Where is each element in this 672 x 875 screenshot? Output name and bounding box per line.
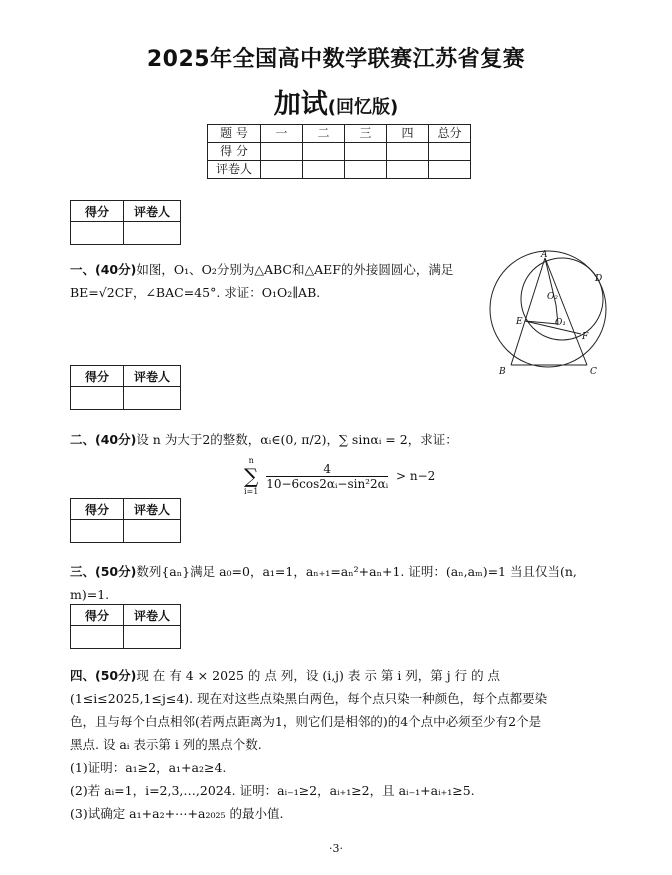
grader-score-cell bbox=[71, 222, 124, 245]
grader-name-cell bbox=[124, 626, 181, 649]
problem-text: m)=1. bbox=[70, 587, 110, 602]
label-o1: O₁ bbox=[555, 318, 566, 328]
table-header-cell: 四 bbox=[387, 125, 429, 143]
grader-name-cell bbox=[124, 387, 181, 410]
label-c: C bbox=[590, 367, 597, 377]
table-cell bbox=[387, 143, 429, 161]
label-b: B bbox=[499, 367, 506, 377]
grader-score-label: 得分 bbox=[71, 366, 124, 387]
problem-text: (1≤i≤2025,1≤j≤4). 现在对这些点染黑白两色，每个点只染一种颜色，每个点都要染 bbox=[70, 691, 548, 706]
problem-part-2: (2)若 aᵢ=1，i=2,3,…,2024. 证明：aᵢ₋₁≥2，aᵢ₊₁≥2，且 aᵢ₋₁+aᵢ₊₁≥5. bbox=[70, 783, 475, 798]
table-row-label: 评卷人 bbox=[208, 161, 261, 179]
label-f: F bbox=[582, 332, 589, 342]
problem-text: 如图，O₁、O₂分别为△ABC和△AEF的外接圆圆心，满足 bbox=[136, 262, 454, 277]
segment-ab bbox=[511, 258, 545, 365]
grader-box bbox=[70, 604, 181, 649]
segment-ac bbox=[545, 258, 587, 365]
problem-text: 设 n 为大于2的整数，αᵢ∈(0, π/2)，∑ sinαᵢ = 2，求证： bbox=[136, 432, 458, 447]
sum-upper-limit: n bbox=[248, 456, 254, 465]
table-header-cell: 一 bbox=[261, 125, 303, 143]
table-header-cell: 二 bbox=[303, 125, 345, 143]
problem-2-formula bbox=[244, 455, 435, 497]
problem-label: 三、(50分) bbox=[70, 564, 137, 579]
problem-text: 黑点. 设 aᵢ 表示第 i 列的黑点个数. bbox=[70, 737, 262, 752]
label-o2: O₂ bbox=[547, 292, 558, 302]
table-cell bbox=[429, 161, 471, 179]
sum-sign: ∑ bbox=[244, 464, 259, 488]
grader-name-label: 评卷人 bbox=[124, 366, 181, 387]
table-cell bbox=[303, 161, 345, 179]
grader-score-cell bbox=[71, 520, 124, 543]
problem-label: 一、(40分) bbox=[70, 262, 137, 277]
table-cell bbox=[303, 143, 345, 161]
score-table-row bbox=[208, 161, 471, 179]
table-header-cell: 总分 bbox=[429, 125, 471, 143]
page-title: 2025年全国高中数学联赛江苏省复赛 bbox=[146, 47, 526, 72]
grader-score-label: 得分 bbox=[71, 605, 124, 626]
score-table-row bbox=[208, 143, 471, 161]
fraction-numerator: 4 bbox=[266, 462, 388, 477]
grader-name-cell bbox=[124, 222, 181, 245]
inequality-rhs: > n−2 bbox=[395, 469, 436, 483]
page-subtitle bbox=[0, 82, 672, 121]
grader-name-label: 评卷人 bbox=[124, 201, 181, 222]
problem-label: 二、(40分) bbox=[70, 432, 137, 447]
label-a: A bbox=[541, 250, 548, 260]
page-number: ·3· bbox=[329, 842, 343, 855]
problem-3 bbox=[70, 560, 605, 606]
score-table-header-row bbox=[208, 125, 471, 143]
problem-text: 数列{aₙ}满足 a₀=0，a₁=1，aₙ₊₁=aₙ²+aₙ+1. 证明：(aₙ,aₘ)=1 当且仅当(n, bbox=[136, 564, 577, 579]
table-cell bbox=[387, 161, 429, 179]
problem-label: 四、(50分) bbox=[70, 668, 137, 683]
grader-score-label: 得分 bbox=[71, 499, 124, 520]
sum-lower-limit: i=1 bbox=[244, 487, 259, 496]
grader-score-cell bbox=[71, 387, 124, 410]
geometry-figure bbox=[484, 250, 612, 380]
table-cell bbox=[261, 143, 303, 161]
problem-text: 色，且与每个白点相邻(若两点距离为1，则它们是相邻的)的4个点中必须至少有2个是 bbox=[70, 714, 542, 729]
grader-score-label: 得分 bbox=[71, 201, 124, 222]
problem-text: 现 在 有 4 × 2025 的 点 列，设 (i,j) 表 示 第 i 列，第 j 行 的 点 bbox=[136, 668, 501, 683]
table-row-label: 得 分 bbox=[208, 143, 261, 161]
problem-4 bbox=[70, 664, 605, 825]
grader-box bbox=[70, 498, 181, 543]
problem-1 bbox=[70, 258, 488, 304]
subtitle-note: (回忆版) bbox=[327, 97, 399, 118]
problem-text: BE=√2CF，∠BAC=45°. 求证：O₁O₂∥AB. bbox=[70, 285, 321, 300]
table-header-cell: 题 号 bbox=[208, 125, 261, 143]
problem-part-3: (3)试确定 a₁+a₂+⋯+a₂₀₂₅ 的最小值. bbox=[70, 806, 284, 821]
problem-part-1: (1)证明：a₁≥2，a₁+a₂≥4. bbox=[70, 760, 227, 775]
table-cell bbox=[429, 143, 471, 161]
label-e: E bbox=[516, 317, 523, 327]
fraction-denominator: 10−6cos2αᵢ−sin²2αᵢ bbox=[266, 476, 389, 491]
grader-name-label: 评卷人 bbox=[124, 605, 181, 626]
grader-box bbox=[70, 200, 181, 245]
table-cell bbox=[345, 143, 387, 161]
grader-name-label: 评卷人 bbox=[124, 499, 181, 520]
grader-name-cell bbox=[124, 520, 181, 543]
subtitle-main: 加试 bbox=[273, 89, 328, 120]
grader-score-cell bbox=[71, 626, 124, 649]
table-cell bbox=[261, 161, 303, 179]
table-cell bbox=[345, 161, 387, 179]
score-table bbox=[207, 124, 471, 179]
table-header-cell: 三 bbox=[345, 125, 387, 143]
problem-2 bbox=[70, 428, 600, 451]
label-d: D bbox=[595, 274, 603, 284]
grader-box bbox=[70, 365, 181, 410]
